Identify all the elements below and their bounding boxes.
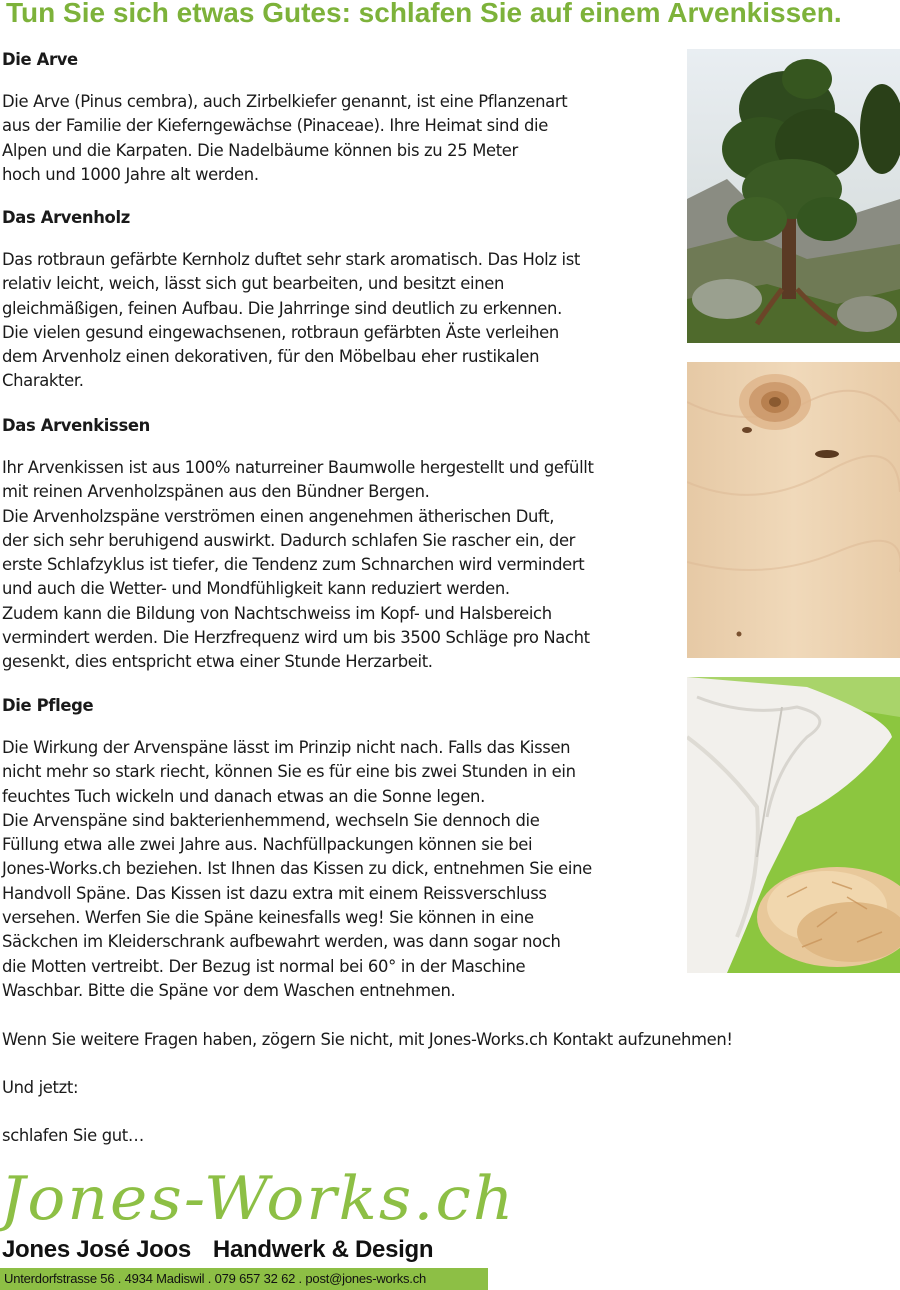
section-paragraph [2, 736, 592, 1003]
section-heading: Die Arve [2, 50, 78, 69]
text-line: Charakter. [2, 371, 84, 391]
text-line: Alpen und die Karpaten. Die Nadelbäume können bis zu 25 Meter [2, 140, 518, 160]
sleep-well-text: schlafen Sie gut… [2, 1126, 144, 1145]
text-line: Die Wirkung der Arvenspäne lässt im Prinzip nicht nach. Falls das Kissen [2, 738, 571, 757]
text-line: Waschbar. Bitte die Späne vor dem Waschen entnehmen. [2, 980, 456, 1000]
logo-address-bar [0, 1268, 488, 1290]
text-line: der sich sehr beruhigend auswirkt. Dadurch schlafen Sie rascher ein, der [2, 530, 576, 550]
text-line: Handvoll Späne. Das Kissen ist dazu extra mit einem Reissverschluss [2, 883, 547, 903]
section-das-arvenkissen [2, 414, 594, 693]
section-heading: Die Pflege [2, 696, 94, 715]
und-jetzt-text: Und jetzt: [2, 1078, 79, 1097]
section-das-arvenholz [2, 206, 580, 412]
section-paragraph [2, 456, 594, 675]
text-line: Jones-Works.ch beziehen. Ist Ihnen das Kissen zu dick, entnehmen Sie eine [2, 859, 592, 879]
text-line: relativ leicht, weich, lässt sich gut bearbeiten, und besitzt einen [2, 274, 505, 294]
text-line: nicht mehr so stark riecht, können Sie es für eine bis zwei Stunden in ein [2, 762, 576, 782]
section-die-arve [2, 48, 567, 205]
text-line: Das rotbraun gefärbte Kernholz duftet sehr stark aromatisch. Das Holz ist [2, 250, 580, 269]
logo-tagline: Handwerk & Design [212, 1236, 434, 1263]
text-line: gesenkt, dies entspricht etwa einer Stunde Herzarbeit. [2, 652, 433, 672]
text-line: aus der Familie der Kieferngewächse (Pinaceae). Ihre Heimat sind die [2, 116, 548, 136]
text-line: und auch die Wetter- und Mondfühligkeit kann reduziert werden. [2, 579, 510, 599]
text-line: gleichmäßigen, feinen Aufbau. Die Jahrringe sind deutlich zu erkennen. [2, 298, 562, 318]
text-line: Die Arvenholzspäne verströmen einen angenehmen ätherischen Duft, [2, 506, 555, 526]
logo-person-name: Jones José Joos [2, 1236, 191, 1263]
page-title: Tun Sie sich etwas Gutes: schlafen Sie auf einem Arvenkissen. [6, 0, 842, 28]
text-line: Säckchen im Kleiderschrank aufbewahrt werden, was dann sogar noch [2, 932, 561, 952]
text-line: erste Schlafzyklus ist tiefer, die Tendenz zum Schnarchen wird vermindert [2, 555, 585, 575]
text-line: mit reinen Arvenholzspänen aus den Bündner Bergen. [2, 482, 430, 502]
logo-address: Unterdorfstrasse 56 . 4934 Madiswil . 079 657 32 62 . post@jones-works.ch [4, 1271, 427, 1286]
text-line: Füllung etwa alle zwei Jahre aus. Nachfüllpackungen können sie bei [2, 835, 533, 855]
logo-name-line [2, 1236, 433, 1264]
text-line: Die Arvenspäne sind bakterienhemmend, wechseln Sie dennoch die [2, 810, 540, 830]
arvenkissen-photo [687, 677, 900, 973]
text-line: Die vielen gesund eingewachsenen, rotbraun gefärbten Äste verleihen [2, 322, 559, 342]
text-line: dem Arvenholz einen dekorativen, für den Möbelbau eher rustikalen [2, 347, 540, 367]
jones-works-logo [0, 1164, 516, 1290]
arve-wood-photo [687, 362, 900, 658]
text-line: vermindert werden. Die Herzfrequenz wird um bis 3500 Schläge pro Nacht [2, 628, 590, 648]
text-line: feuchtes Tuch wickeln und danach etwas an die Sonne legen. [2, 786, 485, 806]
contact-sentence: Wenn Sie weitere Fragen haben, zögern Sie nicht, mit Jones-Works.ch Kontakt aufzunehmen! [2, 1030, 733, 1049]
section-paragraph [2, 248, 580, 394]
text-line: Die Arve (Pinus cembra), auch Zirbelkiefer genannt, ist eine Pflanzenart [2, 92, 568, 111]
logo-script-text: Jones-Works.ch [0, 1164, 516, 1234]
text-line: hoch und 1000 Jahre alt werden. [2, 164, 259, 184]
text-line: Ihr Arvenkissen ist aus 100% naturreiner Baumwolle hergestellt und gefüllt [2, 458, 594, 477]
section-heading: Das Arvenkissen [2, 416, 150, 435]
arve-tree-photo [687, 49, 900, 343]
section-die-pflege [2, 694, 592, 1021]
text-line: versehen. Werfen Sie die Späne keinesfalls weg! Sie können in eine [2, 908, 534, 928]
closing-text [2, 1028, 892, 1172]
text-line: Zudem kann die Bildung von Nachtschweiss im Kopf- und Halsbereich [2, 603, 552, 623]
section-paragraph [2, 90, 567, 187]
text-line: die Motten vertreibt. Der Bezug ist normal bei 60° in der Maschine [2, 956, 526, 976]
section-heading: Das Arvenholz [2, 208, 130, 227]
